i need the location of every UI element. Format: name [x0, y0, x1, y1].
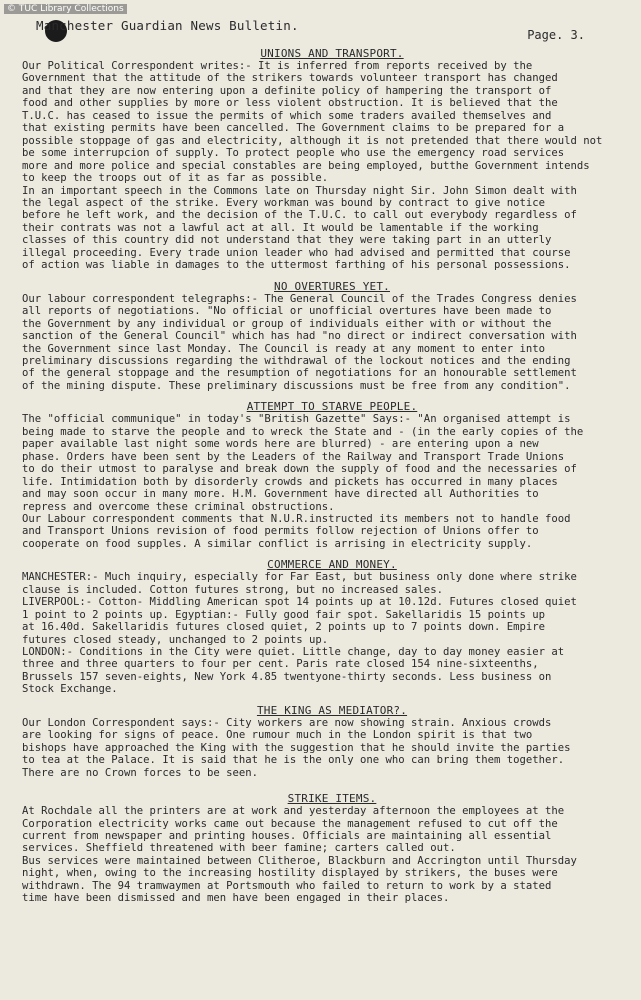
- text-line: Bus services were maintained between Clitheroe, Blackburn and Accrington until Thursday: [22, 854, 577, 867]
- text-line: In an important speech in the Commons late on Thursday night Sir. John Simon dealt with: [22, 184, 577, 197]
- text-line: withdrawn. The 94 tramwaymen at Portsmouth who failed to return to work by a stated: [22, 879, 552, 892]
- text-line: the Government since last Monday. The Council is ready at any moment to enter into: [22, 342, 545, 355]
- text-line: the legal aspect of the strike. Every workman was bound by contract to give notice: [22, 196, 545, 209]
- text-line: cooperate on food supples. A similar conflict is arrising in electricity supply.: [22, 537, 533, 550]
- text-line: T.U.C. has ceased to issue the permits of which some traders availed themselves and: [22, 109, 552, 122]
- text-line: current from newspaper and printing houses. Officials are maintaining all essential: [22, 830, 552, 843]
- text-line: being made to starve the people and to wreck the State and - (in the early copies of the: [22, 425, 584, 438]
- text-line: and that they are now entering upon a definite policy of hampering the transport of: [22, 84, 552, 97]
- bulletin-body: [22, 48, 622, 905]
- text-line: are looking for signs of peace. One rumour much in the London spirit is that two: [22, 729, 533, 742]
- text-line: bishops have approached the King with the suggestion that he should invite the parties: [22, 741, 571, 754]
- text-line: 1 point to 2 points up. Egyptian:- Fully good fair spot. Sakellaridis 15 points up: [22, 608, 545, 621]
- section-text: [22, 60, 622, 272]
- text-line: clause is included. Cotton futures strong, but no increased sales.: [22, 583, 443, 596]
- text-line: Our labour correspondent telegraphs:- The General Council of the Trades Congress denies: [22, 292, 577, 305]
- text-line: illegal proceeding. Every trade union leader who had advised and permitted that course: [22, 246, 571, 259]
- text-line: paper available last night some words here are blurred) - are entering upon a new: [22, 438, 539, 451]
- text-line: Our Labour correspondent comments that N.U.R.instructed its members not to handle food: [22, 512, 571, 525]
- text-line: the Government by any individual or group of individuals either with or without the: [22, 317, 552, 330]
- section-the-king-as-mediator: [22, 705, 622, 779]
- section-attempt-to-starve-people: [22, 401, 622, 550]
- section-text: [22, 413, 622, 550]
- text-line: of action was liable in damages to the uttermost farthing of his personal possessions.: [22, 259, 571, 272]
- section-text: [22, 717, 622, 779]
- text-line: services. Sheffield threatened with beer famine; carters called out.: [22, 842, 456, 855]
- text-line: to tea at the Palace. It is said that he is the only one who can bring them together.: [22, 754, 565, 767]
- text-line: possible stoppage of gas and electricity, although it is not pretended that there would not: [22, 134, 603, 147]
- text-line: Our London Correspondent says:- City workers are now showing strain. Anxious crowds: [22, 716, 552, 729]
- text-line: at 16.40d. Sakellaridis futures closed quiet, 2 points up to 7 points down. Empire: [22, 621, 545, 634]
- text-line: Brussels 157 seven-eights, New York 4.85 twentyone-thirty seconds. Less business on: [22, 670, 552, 683]
- text-line: food and other supplies by more or less violent obstruction. It is believed that the: [22, 97, 558, 110]
- text-line: night, when, owing to the increasing hostility displayed by strikers, the buses were: [22, 867, 558, 880]
- text-line: before he left work, and the decision of the T.U.C. to call out everybody regardless of: [22, 209, 577, 222]
- text-line: of the general stoppage and the resumption of negotiations for an honourable settlement: [22, 367, 577, 380]
- text-line: futures closed steady, unchanged to 2 points up.: [22, 633, 329, 646]
- text-line: to keep the troops out of it as far as possible.: [22, 172, 329, 185]
- text-line: At Rochdale all the printers are at work and yesterday afternoon the employees at the: [22, 805, 565, 818]
- text-line: and Transport Unions revision of food permits follow rejection of Unions offer to: [22, 525, 539, 538]
- text-line: LIVERPOOL:- Cotton- Middling American spot 14 points up at 10.12d. Futures closed quiet: [22, 596, 577, 609]
- text-line: The "official communique" in today's "British Gazette" Says:- "An organised attempt is: [22, 413, 571, 426]
- text-line: of the mining dispute. These preliminary discussions must be free from any condition".: [22, 379, 571, 392]
- section-title: NO OVERTURES YET.: [274, 279, 390, 293]
- text-line: Stock Exchange.: [22, 683, 118, 696]
- section-unions-and-transport: [22, 48, 622, 272]
- page-number: Page. 3.: [527, 28, 585, 42]
- section-title: STRIKE ITEMS.: [287, 792, 377, 806]
- text-line: be some interrupcion of supply. To protect people who use the emergency road services: [22, 147, 565, 160]
- text-line: repress and overcome these criminal obstructions.: [22, 500, 335, 513]
- text-line: Our Political Correspondent writes:- It is inferred from reports received by the: [22, 60, 533, 72]
- section-text: [22, 805, 622, 905]
- text-line: classes of this country did not understand that they were taking part in an utterly: [22, 234, 552, 247]
- text-line: Corporation electricity works came out because the management refused to cut off the: [22, 817, 558, 830]
- bulletin-title: Manchester Guardian News Bulletin.: [36, 18, 299, 33]
- text-line: preliminary discussions regarding the withdrawal of the lockout notices and the ending: [22, 354, 571, 367]
- text-line: life. Intimidation both by disorderly crowds and pickets has occurred in many places: [22, 475, 558, 488]
- text-line: LONDON:- Conditions in the City were quiet. Little change, day to day money easier at: [22, 646, 565, 659]
- section-text: [22, 571, 622, 696]
- section-text: [22, 293, 622, 393]
- section-title: THE KING AS MEDIATOR?.: [256, 703, 408, 717]
- text-line: phase. Orders have been sent by the Leaders of the Railway and Transport Trade Unions: [22, 450, 565, 463]
- text-line: that existing permits have been cancelled. The Government claims to be prepared for a: [22, 122, 565, 135]
- section-title: COMMERCE AND MONEY.: [267, 558, 397, 572]
- section-commerce-and-money: [22, 559, 622, 696]
- text-line: all reports of negotiations. "No official or unofficial overtures have been made to: [22, 305, 552, 318]
- section-strike-items: [22, 793, 622, 905]
- text-line: three and three quarters to four per cent. Paris rate closed 154 nine-sixteenths,: [22, 658, 539, 671]
- text-line: to do their utmost to paralyse and break down the supply of food and the necessaries of: [22, 463, 577, 476]
- section-title: UNIONS AND TRANSPORT.: [260, 47, 404, 60]
- copyright-watermark: © TUC Library Collections: [4, 4, 127, 14]
- text-line: MANCHESTER:- Much inquiry, especially for Far East, but business only done where strike: [22, 571, 577, 584]
- text-line: and may soon occur in many more. H.M. Government have directed all Authorities to: [22, 488, 539, 501]
- section-no-overtures-yet: [22, 281, 622, 393]
- text-line: Government that the attitude of the strikers towards volunteer transport has changed: [22, 72, 558, 85]
- text-line: more and more police and special constables are being employed, butthe Government intends: [22, 159, 590, 172]
- text-line: time have been dismissed and men have been engaged in their places.: [22, 892, 450, 905]
- text-line: their contrats was not a lawful act at all. It would be lamentable if the working: [22, 221, 539, 234]
- text-line: There are no Crown forces to be seen.: [22, 766, 258, 779]
- text-line: sanction of the General Council" which has had "no direct or indirect conversation with: [22, 330, 577, 343]
- section-title: ATTEMPT TO STARVE PEOPLE.: [246, 400, 418, 414]
